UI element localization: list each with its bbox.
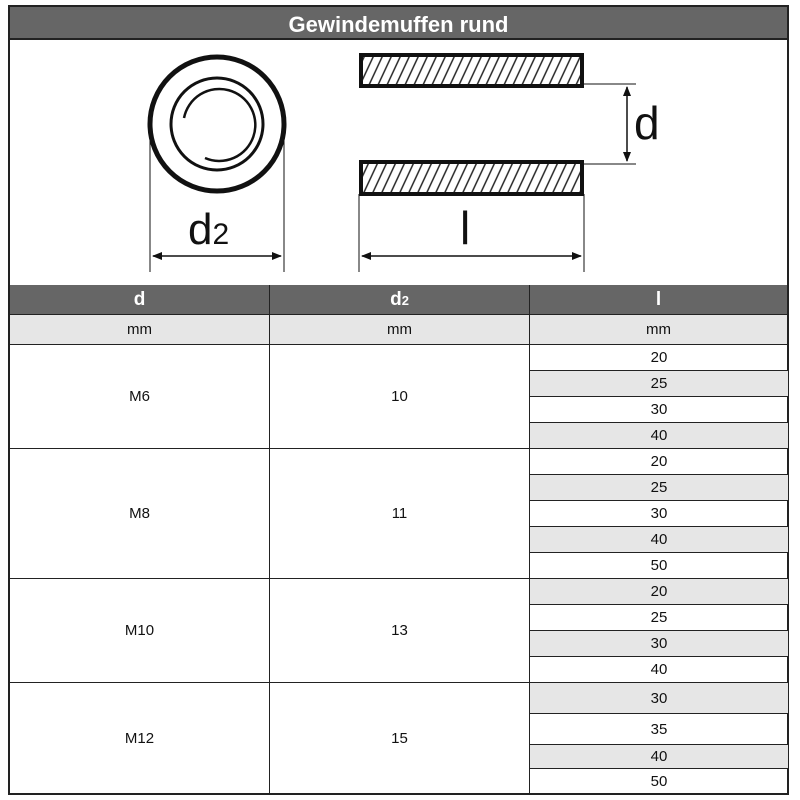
page-title: Gewindemuffen rund <box>8 5 789 40</box>
cell-l: 40 <box>530 527 788 553</box>
cell-d2-m8: 11 <box>270 449 530 579</box>
unit-cell-d: mm <box>10 315 270 345</box>
cell-l: 35 <box>530 714 788 745</box>
cell-l: 30 <box>530 397 788 423</box>
d2-label: d2 <box>188 205 230 254</box>
column-header-d: d <box>10 285 270 315</box>
d-label: d <box>634 97 660 149</box>
side-view <box>359 55 636 272</box>
technical-drawing <box>10 40 787 285</box>
cell-l: 25 <box>530 371 788 397</box>
l-label: l <box>460 202 471 254</box>
cell-d2-m12: 15 <box>270 683 530 793</box>
cell-l: 25 <box>530 475 788 501</box>
unit-cell-l: mm <box>530 315 787 345</box>
unit-cell-d2: mm <box>270 315 530 345</box>
cell-d2-m6: 10 <box>270 345 530 449</box>
cell-l: 30 <box>530 683 788 714</box>
column-header-l: l <box>530 285 787 315</box>
cell-l: 50 <box>530 553 788 579</box>
cell-l: 30 <box>530 631 788 657</box>
cell-l: 20 <box>530 579 788 605</box>
cell-l: 40 <box>530 423 788 449</box>
cell-l: 40 <box>530 657 788 683</box>
cell-l: 40 <box>530 745 788 769</box>
cell-l: 20 <box>530 449 788 475</box>
cell-l: 20 <box>530 345 788 371</box>
cell-l: 30 <box>530 501 788 527</box>
column-header-d2: d2 <box>270 285 530 315</box>
cell-l: 50 <box>650 772 668 790</box>
cell-d-m6: M6 <box>10 345 270 449</box>
cell-d-m12: M12 <box>10 683 270 793</box>
cell-d-m10: M10 <box>10 579 270 683</box>
cell-d-m8: M8 <box>10 449 270 579</box>
cell-d2-m10: 13 <box>270 579 530 683</box>
cell-l: 25 <box>530 605 788 631</box>
